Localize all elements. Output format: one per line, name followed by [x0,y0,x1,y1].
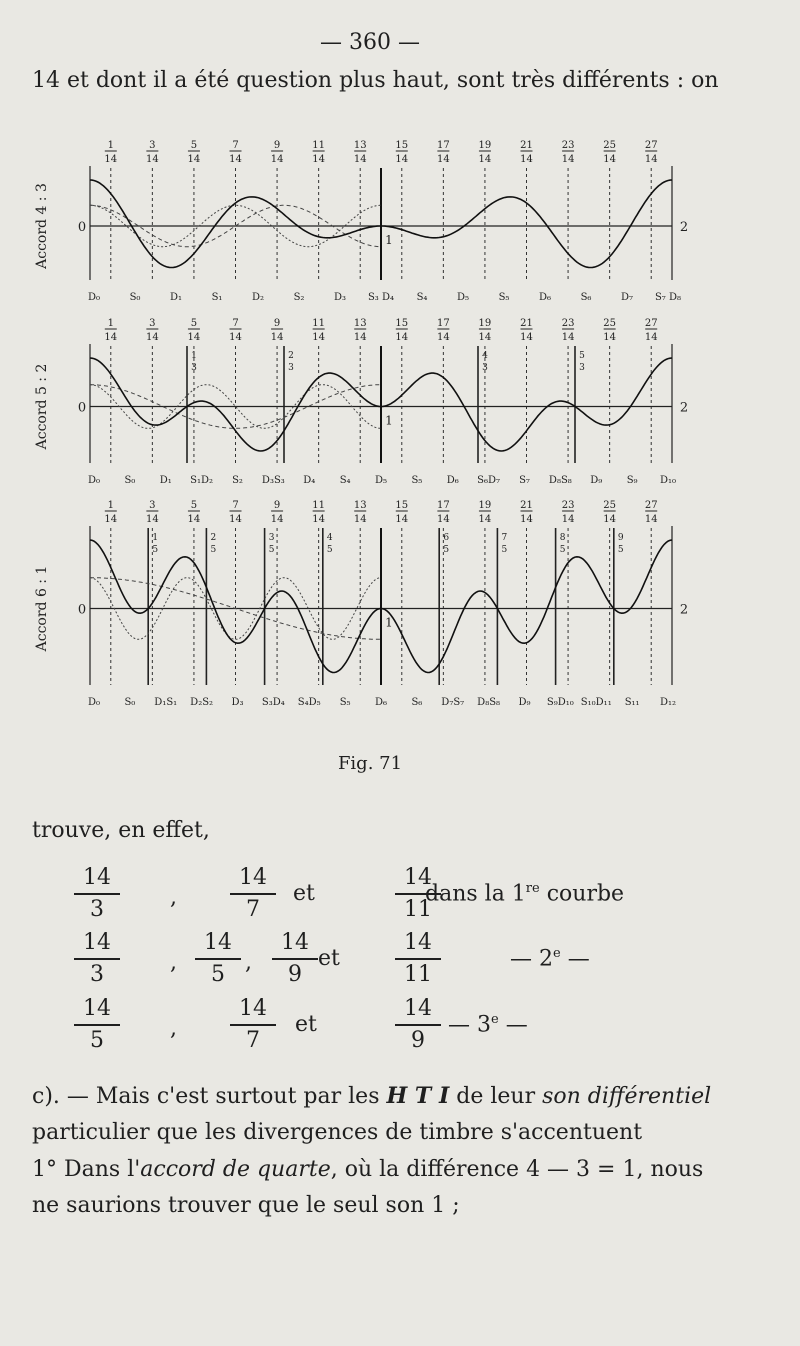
tick-label-num: 23 [561,500,575,511]
inner-tick-num: 6 [443,533,450,543]
inner-tick-num: 8 [559,533,566,543]
tick-label-den: 14 [520,514,533,525]
inner-tick-den: 5 [443,545,450,555]
tick-label-den: 14 [145,154,159,165]
tick-label-den: 14 [561,514,575,525]
tick-label-den: 14 [104,514,118,525]
point-label: S₇ D₈ [654,292,682,303]
numerator: 14 [230,996,276,1026]
point-label: D₁S₁ [154,697,178,708]
fraction [272,930,318,988]
text-span: de leur [449,1084,543,1109]
inner-tick-den: 5 [501,545,508,555]
inner-tick-den: 5 [210,545,217,555]
tick-label-den: 14 [395,154,409,165]
tick-label-num: 23 [561,140,575,151]
point-label: D₇S₇ [441,697,465,708]
text-line: particulier que les divergences de timbre s'accentuent [32,1120,643,1145]
denominator: 9 [288,962,302,987]
tick-label-num: 11 [312,318,326,329]
inner-tick-den: 5 [559,545,566,555]
point-label: S₃ D₄ [367,292,395,303]
tick-label-den: 14 [229,332,242,343]
inner-tick-den: 5 [268,545,275,555]
tick-label-num: 9 [273,318,281,329]
point-label: D₈S₈ [548,475,572,486]
inner-tick-num: 3 [268,533,275,543]
page-number: — 360 — [320,30,420,55]
tick-label-num: 9 [273,500,281,511]
tick-label-den: 14 [353,154,367,165]
tick-label-num: 9 [273,140,281,151]
numerator: 14 [230,865,276,895]
point-label: S₅ [498,292,510,303]
fraction [74,930,120,988]
point-label: S₇ [519,475,530,486]
tick-label-num: 13 [353,500,367,511]
point-label: S₁₁ [624,697,640,708]
tick-label-num: 3 [149,500,156,511]
fraction [74,865,120,923]
point-label: D₀ [87,475,101,486]
conjunction: et [318,946,340,971]
point-label: D₉ [590,475,603,486]
tick-label-den: 14 [353,514,367,525]
point-label: S₁D₂ [190,475,214,486]
point-label: S₁ [211,292,223,303]
center-mark: 1 [385,233,393,247]
fraction [74,996,120,1054]
inner-tick-num: 9 [617,533,624,543]
panel-side-label: Accord 6 : 1 [34,565,50,652]
curve-label: dans la 1re courbe [425,881,625,907]
comma: , [245,950,252,975]
text-line [32,1157,703,1182]
denominator: 7 [246,1028,260,1053]
tick-label-num: 7 [232,500,239,511]
inner-tick-den: 5 [617,545,624,555]
text-span: son différentiel [542,1084,712,1109]
numerator: 14 [395,865,441,895]
tick-label-num: 3 [149,318,156,329]
inner-tick-num: 7 [501,533,508,543]
tick-label-den: 14 [520,332,533,343]
figure-71 [32,138,692,748]
tick-label-den: 14 [603,514,617,525]
point-label: S₄ [416,292,428,303]
tick-label-num: 25 [603,500,617,511]
denominator: 11 [404,962,432,987]
denominator: 5 [211,962,225,987]
tick-label-den: 14 [104,332,118,343]
curve-label: — 2e — [510,946,590,972]
tick-label-num: 15 [395,318,409,329]
text-span: , où la différence 4 — 3 = 1, nous [330,1157,704,1182]
point-label: S₆ [411,697,423,708]
inner-tick-num: 2 [288,351,294,361]
tick-label-num: 7 [232,318,239,329]
tick-label-den: 14 [644,154,658,165]
numerator: 14 [74,930,120,960]
tick-label-den: 14 [270,332,284,343]
tick-label-num: 25 [603,140,617,151]
tick-label-num: 15 [395,140,409,151]
tick-label-den: 14 [436,154,450,165]
tick-label-num: 15 [395,500,409,511]
point-label: D₁₂ [659,697,677,708]
right-label: 2 [679,400,689,416]
fraction [395,996,441,1054]
text-span: accord de quarte [140,1157,331,1182]
tick-label-den: 14 [603,154,617,165]
tick-label-den: 14 [478,154,492,165]
text-span: 1° Dans l' [32,1157,141,1182]
point-label: D₂S₂ [190,697,214,708]
point-label: D₆ [538,292,552,303]
center-mark: 1 [385,413,393,428]
tick-label-num: 19 [478,140,492,151]
inner-tick-num: 2 [210,533,217,543]
tick-label-num: 23 [561,318,575,329]
denominator: 3 [90,962,104,987]
tick-label-num: 19 [478,500,492,511]
point-label: S₆ [580,292,592,303]
point-label: S₀ [129,292,141,303]
tick-label-den: 14 [145,514,159,525]
tick-label-num: 3 [149,140,156,151]
comma: , [170,1016,177,1041]
point-label: S₂ [293,292,305,303]
denominator: 5 [90,1028,104,1053]
fraction-row [0,865,700,935]
curve-label: — 3e — [448,1012,528,1038]
text-line: 14 et dont il a été question plus haut, sont très différents : on [32,68,719,93]
point-label: S₁₀D₁₁ [580,697,612,708]
tick-label-den: 14 [436,332,450,343]
tick-label-den: 14 [312,332,326,343]
tick-label-num: 1 [107,318,114,329]
tick-label-num: 17 [436,140,450,151]
point-label: D₀ [87,292,101,303]
point-label: D₁₀ [659,475,677,486]
inner-tick-num: 4 [482,351,488,361]
point-label: D₃ [333,292,347,303]
tick-label-den: 14 [644,514,658,525]
point-label: S₄D₅ [297,697,321,708]
point-label: S₅ [339,697,351,708]
right-label: 2 [679,602,689,618]
tick-label-den: 14 [603,332,617,343]
zero-label: 0 [77,220,87,235]
point-label: S₀ [124,475,136,486]
inner-tick-num: 4 [326,533,333,543]
numerator: 14 [395,930,441,960]
panel-side-label: Accord 4 : 3 [34,183,50,269]
point-label: D₂ [251,292,265,303]
tick-label-num: 27 [644,318,658,329]
tick-label-den: 14 [187,154,201,165]
tick-label-num: 21 [520,500,533,511]
tick-label-num: 5 [190,500,198,511]
inner-tick-num: 5 [579,351,585,361]
tick-label-den: 14 [561,154,575,165]
tick-label-den: 14 [395,332,409,343]
point-label: D₁ [159,475,172,486]
tick-label-num: 21 [520,140,533,151]
tick-label-num: 11 [312,500,326,511]
zero-label: 0 [77,400,87,416]
numerator: 14 [395,996,441,1026]
point-label: S₄ [339,475,351,486]
comma: , [170,885,177,910]
tick-label-num: 25 [603,318,617,329]
inner-tick-den: 3 [191,363,197,373]
denominator: 7 [246,897,260,922]
tick-label-den: 14 [229,154,242,165]
tick-label-num: 7 [232,140,239,151]
fraction-row [0,996,700,1066]
tick-label-den: 14 [436,514,450,525]
point-label: D₈S₈ [477,697,501,708]
right-label: 2 [679,220,689,235]
tick-label-num: 1 [107,140,114,151]
fraction [395,930,441,988]
text-line: trouve, en effet, [32,818,210,843]
fraction-row [0,930,700,1000]
point-label: D₀ [87,697,101,708]
tick-label-den: 14 [561,332,575,343]
point-label: D₆ [374,697,388,708]
tick-label-den: 14 [229,514,242,525]
tick-label-den: 14 [270,514,284,525]
fraction [230,865,276,923]
point-label: D₃ [231,697,244,708]
point-label: S₉D₁₀ [546,697,574,708]
tick-label-num: 5 [190,140,198,151]
tick-label-num: 1 [107,500,114,511]
text-line: ne saurions trouver que le seul son 1 ; [32,1193,460,1218]
inner-tick-den: 3 [579,363,585,373]
center-mark: 1 [385,615,393,630]
text-span: c). — Mais c'est surtout par les [32,1084,387,1109]
denominator: 3 [90,897,104,922]
point-label: S₂ [232,475,243,486]
comma: , [170,950,177,975]
zero-label: 0 [77,602,87,618]
point-label: D₇ [620,292,634,303]
paragraph-c [32,1083,711,1109]
point-label: S₉ [626,475,638,486]
denominator: 9 [411,1028,425,1053]
numerator: 14 [74,996,120,1026]
text-span: H T I [386,1083,450,1109]
numerator: 14 [74,865,120,895]
tick-label-num: 17 [436,500,450,511]
conjunction: et [295,1012,317,1037]
inner-tick-den: 5 [152,545,159,555]
tick-label-den: 14 [187,332,201,343]
tick-label-num: 27 [644,140,658,151]
tick-label-den: 14 [478,514,492,525]
point-label: D₃S₃ [261,475,285,486]
tick-label-num: 11 [312,140,326,151]
inner-tick-den: 5 [326,545,333,555]
point-label: D₅ [374,475,388,486]
tick-label-den: 14 [187,514,201,525]
numerator: 14 [272,930,318,960]
fraction [195,930,241,988]
tick-label-den: 14 [270,154,284,165]
inner-tick-num: 1 [152,533,159,543]
inner-tick-num: 1 [191,351,197,361]
tick-label-den: 14 [478,332,492,343]
conjunction: et [293,881,315,906]
tick-label-den: 14 [312,154,326,165]
fraction [230,996,276,1054]
figure-caption: Fig. 71 [337,753,403,774]
tick-label-num: 17 [436,318,450,329]
tick-label-den: 14 [312,514,326,525]
point-label: S₆D₇ [477,475,501,486]
point-label: D₅ [456,292,470,303]
point-label: S₃D₄ [261,697,285,708]
panel-side-label: Accord 5 : 2 [34,363,50,450]
tick-label-den: 14 [104,154,118,165]
tick-label-num: 27 [644,500,658,511]
tick-label-num: 13 [353,318,367,329]
denominator: 11 [404,897,432,922]
inner-tick-den: 3 [482,363,488,373]
numerator: 14 [195,930,241,960]
tick-label-den: 14 [353,332,367,343]
tick-label-den: 14 [145,332,159,343]
point-label: S₅ [411,475,423,486]
point-label: D₆ [446,475,459,486]
tick-label-num: 19 [478,318,492,329]
point-label: S₀ [124,697,136,708]
point-label: D₁ [169,292,183,303]
inner-tick-den: 3 [288,363,294,373]
tick-label-den: 14 [520,154,533,165]
point-label: D₄ [303,475,316,486]
tick-label-num: 21 [520,318,533,329]
tick-label-num: 13 [353,140,367,151]
tick-label-num: 5 [190,318,198,329]
tick-label-den: 14 [395,514,409,525]
tick-label-den: 14 [644,332,658,343]
point-label: D₉ [518,697,531,708]
